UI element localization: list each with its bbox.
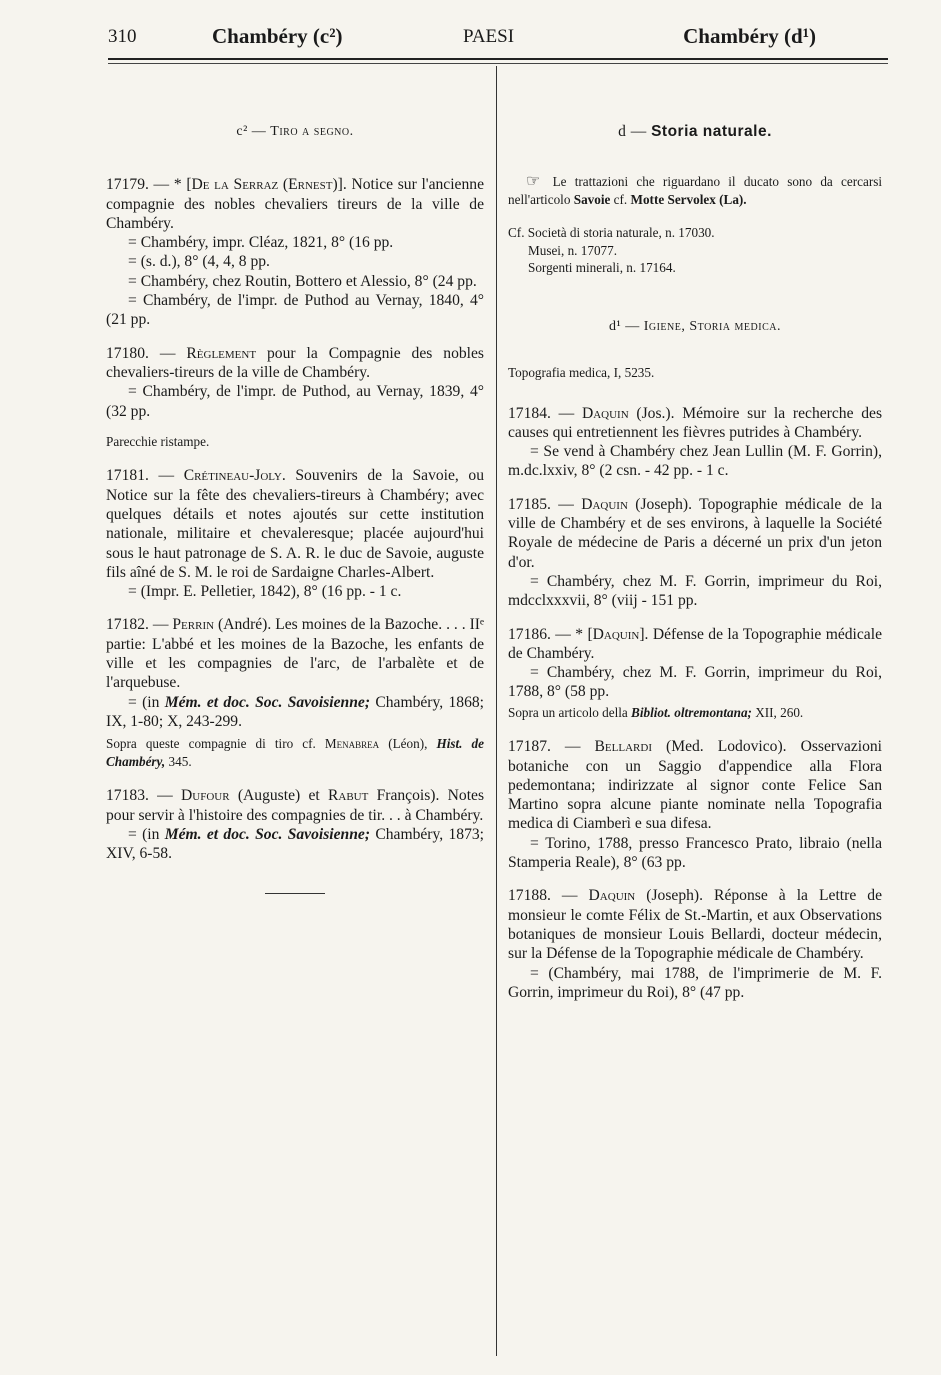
- entry-17187: [508, 737, 882, 872]
- entry-17186: [508, 625, 882, 702]
- entry-note: Topografia medica, I, 5235.: [508, 365, 655, 381]
- entry-17185: [508, 495, 882, 611]
- header-rule-thick: [108, 58, 888, 60]
- entry-number: 17179. — *: [106, 176, 182, 194]
- imprint-line: = Torino, 1788, presso Francesco Prato, libraio (nella Stamperia Reale), 8° (63 pp.: [508, 834, 882, 872]
- running-title-center: PAESI: [463, 26, 515, 47]
- section-code: d¹ —: [609, 318, 640, 334]
- header-rule-thin: [108, 63, 888, 64]
- entry-17179: [106, 175, 484, 329]
- entry-title: Topographie médicale de la ville de Chambéry et de ses environs, à laquelle la Société Royale de médecine de Paris a décerné un prix d'un jeton d'or.: [508, 495, 882, 571]
- note-work-title: Bibliot. oltremontana;: [631, 704, 752, 720]
- note-text: Le trattazioni che riguardano il ducato sono da cercarsi nell'articolo: [508, 174, 883, 207]
- entry-title: Notice sur l'ancienne compagnie des nobles chevaliers tireurs de la ville de Chambéry.: [106, 176, 484, 232]
- imprint-line: = Chambéry, impr. Cléaz, 1821, 8° (16 pp.: [128, 234, 394, 252]
- entry-text: [508, 404, 882, 443]
- imprint-details: Chambéry, 1873; XIV, 6-58.: [106, 825, 485, 863]
- section-title-d1: [508, 317, 882, 336]
- entry-author-2-name: François).: [376, 787, 440, 805]
- note-author-name: (Léon),: [388, 736, 428, 752]
- entry-number: 17185. —: [508, 495, 574, 513]
- journal-title: Mém. et doc. Soc. Savoisienne;: [164, 825, 371, 843]
- entry-text: [106, 466, 484, 582]
- cross-reference: Savoie: [573, 191, 611, 207]
- entry-author-name: (Joseph).: [646, 887, 704, 905]
- note-text-cf: cf.: [613, 191, 628, 207]
- entry-number: 17182. —: [106, 616, 169, 634]
- entry-text: [106, 786, 484, 825]
- note-text: Sopra un articolo della: [508, 704, 628, 720]
- note-page: XII, 260.: [755, 704, 804, 720]
- entry-note: [106, 735, 484, 770]
- entry-author: [Daquin].: [587, 625, 649, 643]
- pointing-hand-icon: ☞: [526, 173, 541, 191]
- entry-number: 17188. —: [508, 887, 578, 905]
- entry-17188: [508, 886, 882, 1002]
- entry-author: [De la Serraz (Ernest)].: [186, 176, 347, 194]
- entry-17184: [508, 404, 882, 481]
- column-divider: [496, 66, 497, 1356]
- page-number: 310: [108, 26, 137, 47]
- section-name: Igiene, Storia medica.: [643, 318, 781, 334]
- imprint-line: = (Chambéry, mai 1788, de l'imprimerie de M. F. Gorrin, imprimeur du Roi), 8° (47 pp.: [508, 964, 882, 1001]
- left-column: [106, 92, 484, 894]
- entry-number: 17181. —: [106, 467, 175, 485]
- entry-title: Souvenirs de la Savoie, ou Notice sur la fête des chevaliers-tireurs à Chambéry; avec quelques détails et notes ajoutés sur cette institution nationale, militaire et chevaleresque; placée aujourd'hui sous le haut patronage de S. A. R. le duc de Savoie, auguste fils aîné de S. M. le roi de Sardaigne Charles-Albert.: [106, 467, 485, 581]
- entry-author: Perrin: [172, 616, 215, 634]
- entry-text: [508, 495, 882, 572]
- end-rule: [265, 893, 325, 894]
- section-code: c² —: [236, 124, 267, 139]
- note-text: Sopra queste compagnie di tiro cf.: [106, 736, 316, 752]
- entry-number: 17186. — *: [508, 625, 584, 643]
- entry-author-name: (André).: [218, 616, 272, 634]
- note-author: Menabrea: [324, 736, 380, 752]
- entry-author: Crétineau-Joly.: [183, 467, 286, 485]
- entry-title: Osservazioni botaniche con un Saggio d'appendice alla Flora pedemontana; indirizzate al signor conte Felice San Martino sopra alcune piante nominate nella Topografia medica di Ciamberì e sua difesa.: [508, 738, 883, 833]
- entry-17182: [106, 615, 484, 731]
- section-title-d: [508, 122, 882, 141]
- cf-line: Musei, n. 17077.: [528, 242, 618, 258]
- right-column: [508, 92, 882, 1016]
- cf-line: Sorgenti minerali, n. 17164.: [528, 260, 676, 276]
- imprint-line: = Chambéry, chez M. F. Gorrin, imprimeur du Roi, mdcclxxxvii, 8° (viij - 151 pp.: [508, 572, 882, 610]
- imprint-prefix: = (in: [128, 693, 160, 711]
- imprint-line: = (Impr. E. Pelletier, 1842), 8° (16 pp. - 1 c.: [128, 583, 402, 601]
- entry-note: Parecchie ristampe.: [106, 433, 210, 449]
- entry-number: 17184. —: [508, 404, 575, 422]
- note-page: 345.: [168, 753, 192, 769]
- journal-title: Mém. et doc. Soc. Savoisienne;: [164, 693, 371, 711]
- imprint-details: Chambéry, 1868; IX, 1-80; X, 243-299.: [106, 693, 485, 730]
- entry-title: Réponse à la Lettre de monsieur le comte Félix de St.-Martin, et aux Observations botaniques de monsieur Louis Bellardi, docteur médecin, sur la Défense de la Topographie médicale de Chambéry.: [508, 887, 882, 963]
- entry-17183: [106, 786, 484, 863]
- entry-title: Défense de la Topographie médicale de Chambéry.: [508, 625, 882, 662]
- entry-author: Daquin: [581, 404, 629, 422]
- entry-text: [106, 175, 484, 233]
- entry-17180: [106, 344, 484, 421]
- entry-author-2: Rabut: [327, 787, 369, 805]
- entry-author: Daquin: [588, 887, 636, 905]
- imprint-line: = (s. d.), 8° (4, 4, 8 pp.: [128, 253, 270, 271]
- entry-number: 17187. —: [508, 738, 581, 756]
- entry-text: [106, 615, 484, 692]
- entry-author-name: (Jos.).: [636, 404, 675, 422]
- entry-title: Mémoire sur la recherche des causes qui entretiennent les fièvres putrides à Chambéry.: [508, 404, 883, 441]
- imprint-line: = Chambéry, de l'impr. de Puthod, au Vernay, 1839, 4° (32 pp.: [106, 383, 484, 420]
- entry-text: [508, 625, 882, 664]
- entry-text: [508, 886, 882, 963]
- cross-reference-note: [508, 173, 882, 208]
- section-name: Tiro a segno.: [270, 124, 354, 139]
- entry-title: Les moines de la Bazoche. . . . IIᵉ partie: L'abbé et les moines de la Bazoche, les enfants de ville et les compagnies de l'arc, de l'arbalète et de l'arquebuse.: [106, 616, 484, 692]
- entry-author: Daquin: [581, 495, 628, 513]
- imprint-line: = Chambéry, de l'impr. de Puthod au Vernay, 1840, 4° (21 pp.: [106, 292, 484, 329]
- imprint-line: = Chambéry, chez M. F. Gorrin, imprimeur du Roi, 1788, 8° (58 pp.: [508, 664, 882, 701]
- entry-author-name: (Auguste) et: [237, 787, 320, 805]
- running-title-left: Chambéry (c²): [212, 24, 343, 48]
- entry-author: Dufour: [181, 787, 230, 805]
- entry-text: [508, 737, 882, 833]
- entry-number: 17180. —: [106, 344, 176, 362]
- section-name: Storia naturale.: [651, 123, 772, 140]
- entry-title: pour la Compagnie des nobles chevaliers-tireurs de la ville de Chambéry.: [106, 344, 485, 381]
- running-title-right: Chambéry (d¹): [683, 24, 816, 48]
- section-title-c2: [106, 122, 484, 141]
- entry-author: Bellardi: [594, 738, 652, 756]
- entry-note: [508, 704, 882, 722]
- imprint-line: = Se vend à Chambéry chez Jean Lullin (M. F. Gorrin), m.dc.lxxiv, 8° (2 csn. - 42 pp. - 1 c.: [508, 443, 882, 480]
- entry-author-name: (Joseph).: [635, 495, 692, 513]
- imprint-line: [106, 825, 484, 864]
- cf-line: Cf. Società di storia naturale, n. 17030.: [508, 225, 715, 241]
- section-code: d —: [618, 123, 647, 140]
- note-work-title: Hist. de Chambéry,: [106, 736, 485, 769]
- entry-author: Règlement: [186, 344, 257, 362]
- running-header: [108, 22, 816, 54]
- imprint-line: = Chambéry, chez Routin, Bottero et Alessio, 8° (24 pp.: [128, 272, 477, 290]
- entry-text: [106, 344, 484, 383]
- cf-list: [508, 224, 882, 277]
- entry-17181: [106, 466, 484, 601]
- imprint-prefix: = (in: [128, 825, 160, 843]
- entry-title: Notes pour servir à l'histoire des compagnies de tir. . . à Chambéry.: [106, 787, 485, 824]
- entry-number: 17183. —: [106, 787, 173, 805]
- imprint-line: [106, 693, 484, 732]
- cross-reference: Motte Servolex (La).: [630, 191, 747, 207]
- entry-author-name: (Med. Lodovico).: [666, 738, 787, 756]
